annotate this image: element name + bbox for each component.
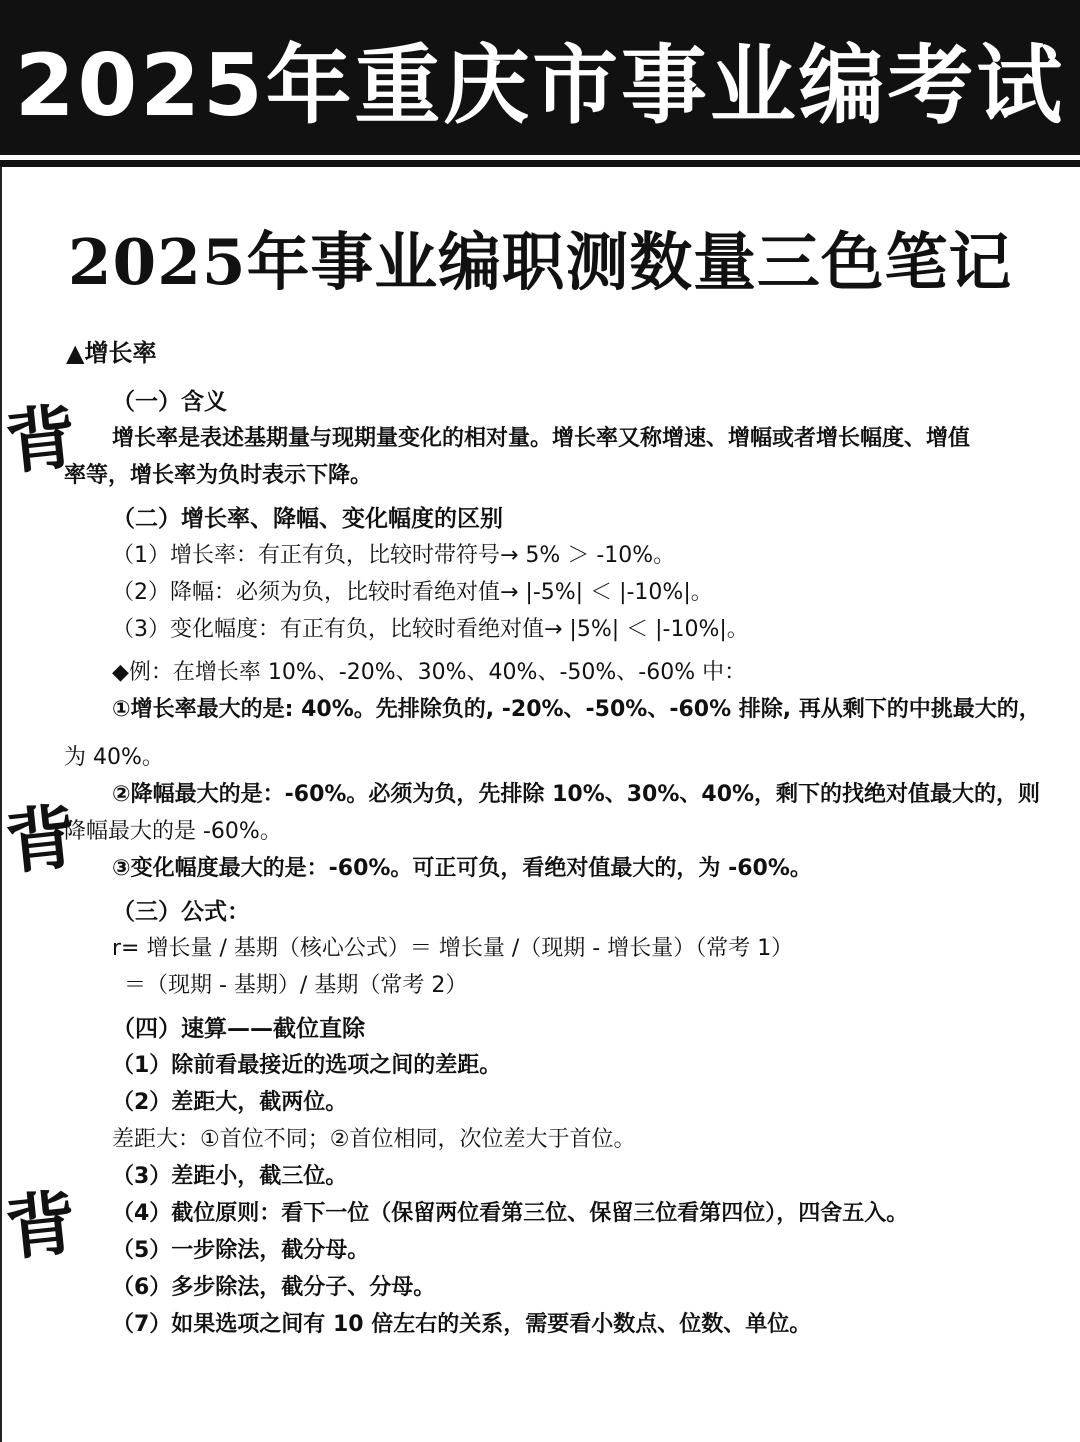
quick-calc-item-5: （5）一步除法，截分母。	[112, 1238, 370, 1263]
quick-calc-item-1: （1）除前看最接近的选项之间的差距。	[112, 1053, 502, 1078]
quick-calc-item-7: （7）如果选项之间有 10 倍左右的关系，需要看小数点、位数、单位。	[112, 1312, 812, 1337]
quick-calc-item-2-note: 差距大：①首位不同；②首位相同，次位差大于首位。	[112, 1127, 636, 1152]
quick-calc-item-6: （6）多步除法，截分子、分母。	[112, 1275, 436, 1300]
example-1-line-1: ①增长率最大的是: 40%。先排除负的, -20%、-50%、-60% 排除, 再从剩下的中挑最大的，	[112, 697, 1041, 722]
example-2-line-2: 降幅最大的是 -60%。	[64, 819, 282, 844]
heading-quick-calc: （四）速算——截位直除	[112, 1016, 365, 1042]
example-1-line-2: 为 40%。	[64, 745, 164, 770]
difference-item-2: （2）降幅：必须为负，比较时看绝对值→ |-5%| ＜ |-10%|。	[112, 580, 713, 605]
banner-divider	[0, 160, 1080, 167]
top-banner	[0, 0, 1080, 155]
example-intro: ◆例：在增长率 10%、-20%、30%、40%、-50%、-60% 中：	[112, 660, 747, 685]
definition-line-1: 增长率是表述基期量与现期量变化的相对量。增长率又称增速、增幅或者增长幅度、增值	[112, 426, 971, 451]
example-2-line-1: ②降幅最大的是：-60%。必须为负，先排除 10%、30%、40%，剩下的找绝对值最大的，则	[112, 782, 1041, 807]
quick-calc-item-3: （3）差距小，截三位。	[112, 1164, 348, 1189]
page-title: 2025年事业编职测数量三色笔记	[67, 225, 1013, 299]
definition-line-2: 率等，增长率为负时表示下降。	[64, 463, 373, 488]
stamp-bei-1: 背	[1, 394, 81, 485]
formula-line-2: ＝（现期 - 基期）/ 基期（常考 2）	[124, 973, 468, 998]
section-title: ▲增长率	[66, 339, 157, 367]
example-3: ③变化幅度最大的是：-60%。可正可负，看绝对值最大的，为 -60%。	[112, 856, 812, 881]
stamp-bei-2: 背	[1, 794, 81, 885]
banner-title: 2025年重庆市事业编考试	[14, 35, 1066, 136]
quick-calc-item-2: （2）差距大，截两位。	[112, 1090, 348, 1115]
difference-item-1: （1）增长率：有正有负，比较时带符号→ 5% ＞ -10%。	[112, 543, 676, 568]
heading-formula: （三）公式：	[112, 899, 250, 925]
heading-difference: （二）增长率、降幅、变化幅度的区别	[112, 506, 503, 532]
heading-meaning: （一）含义	[112, 389, 227, 415]
stamp-bei-3: 背	[1, 1180, 81, 1271]
difference-item-3: （3）变化幅度：有正有负，比较时看绝对值→ |5%| ＜ |-10%|。	[112, 617, 749, 642]
formula-line-1: r= 增长量 / 基期（核心公式）＝ 增长量 /（现期 - 增长量）（常考 1）	[112, 936, 794, 961]
quick-calc-item-4: （4）截位原则：看下一位（保留两位看第三位、保留三位看第四位），四舍五入。	[112, 1201, 909, 1226]
